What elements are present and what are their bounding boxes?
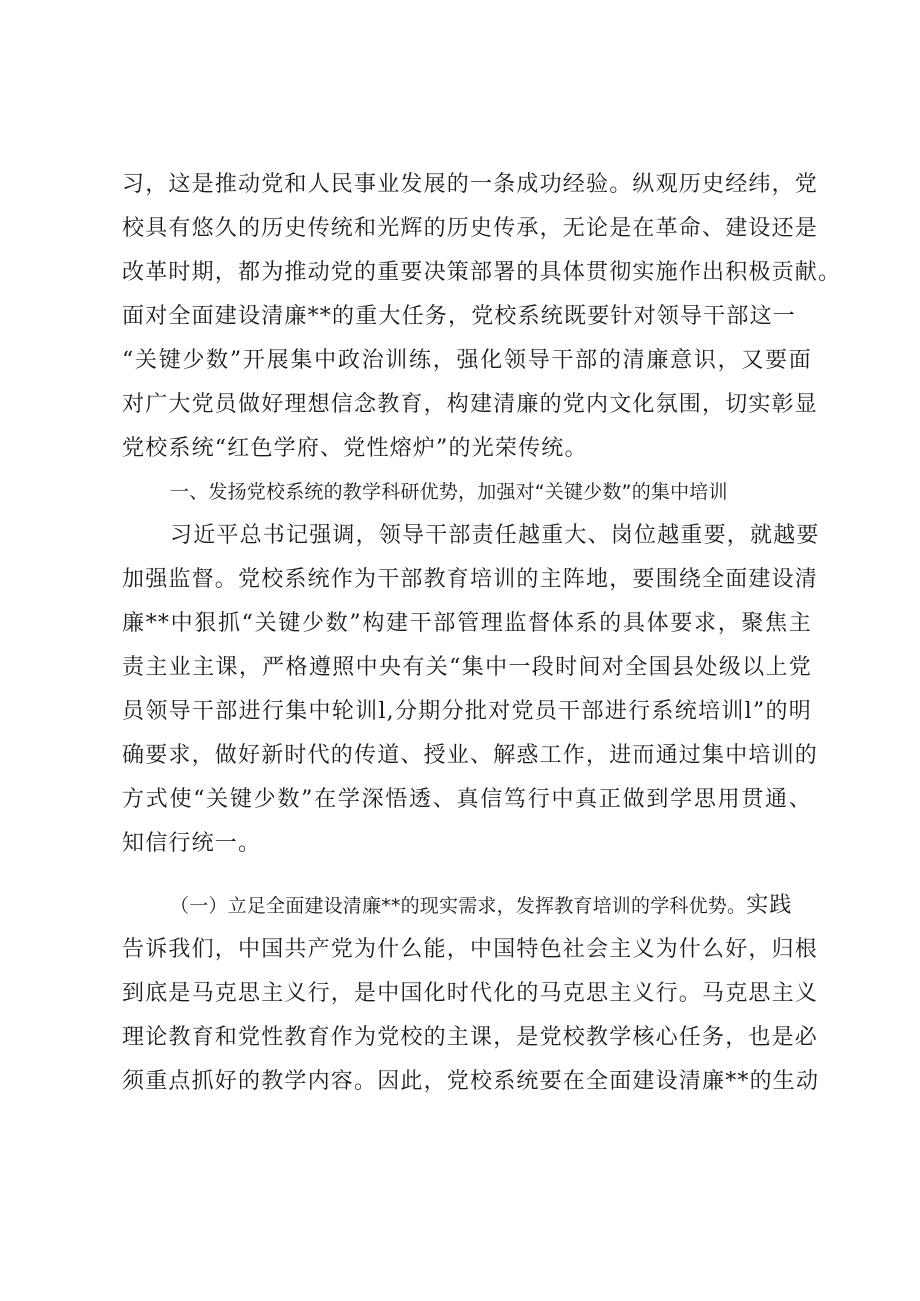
paragraph-line: 确要求，做好新时代的传道、授业、解惑工作，进而通过集中培训的 — [122, 743, 819, 768]
paragraph-line: 党校系统“红色学府、党性熔炉”的光荣传统。 — [122, 436, 588, 461]
paragraph-line: 知信行统一。 — [122, 831, 262, 856]
paragraph-line: 习，这是推动党和人民事业发展的一条成功经验。纵观历史经纬，党 — [122, 172, 819, 197]
paragraph-line: 到底是马克思主义行，是中国化时代化的马克思主义行。马克思主义 — [122, 981, 819, 1006]
paragraph-line: 加强监督。党校系统作为干部教育培训的主阵地，要围绕全面建设清 — [122, 567, 819, 592]
subsection-lead-line — [170, 891, 812, 921]
paragraph-line: 责主业主课，严格遵照中央有关“集中一段时间对全国县处级以上党 — [122, 655, 812, 680]
paragraph-line: 习近平总书记强调，领导干部责任越重大、岗位越重要，就越要 — [170, 523, 820, 548]
paragraph-line: 理论教育和党性教育作为党校的主课，是党校教学核心任务，也是必 — [122, 1025, 819, 1050]
paragraph-line: 对广大党员做好理想信念教育，构建清廉的党内文化氛围，切实彰显 — [122, 392, 819, 417]
subsection-heading: （一）立足全面建设清廉**的现实需求，发挥教育培训的学科优势。 — [170, 895, 747, 917]
paragraph-line: 告诉我们，中国共产党为什么能，中国特色社会主义为什么好，归根 — [122, 937, 819, 962]
paragraph-line: 校具有悠久的历史传统和光辉的历史传承，无论是在革命、建设还是 — [122, 216, 819, 241]
paragraph-line: 廉**中狠抓“关键少数”构建干部管理监督体系的具体要求，聚焦主 — [122, 611, 812, 636]
section-heading: 一、发扬党校系统的教学科研优势，加强对“关键少数”的集中培训 — [170, 481, 728, 503]
paragraph-line: 员领导干部进行集中轮训l,分期分批对党员干部进行系统培训l”的明 — [122, 699, 812, 724]
paragraph-line: 改革时期，都为推动党的重要决策部署的具体贯彻实施作出积极贡献。 — [122, 260, 842, 285]
paragraph-line: “关键少数”开展集中政治训练，强化领导干部的清廉意识，又要面 — [122, 348, 812, 373]
paragraph-line: 面对全面建设清廉**的重大任务，党校系统既要针对领导干部这一 — [122, 304, 797, 329]
paragraph-line: 须重点抓好的教学内容。因此，党校系统要在全面建设清廉**的生动 — [122, 1069, 820, 1094]
subsection-tail-text: 实践 — [746, 893, 793, 918]
paragraph-line: 方式使“关键少数”在学深悟透、真信笃行中真正做到学思用贯通、 — [122, 787, 812, 812]
